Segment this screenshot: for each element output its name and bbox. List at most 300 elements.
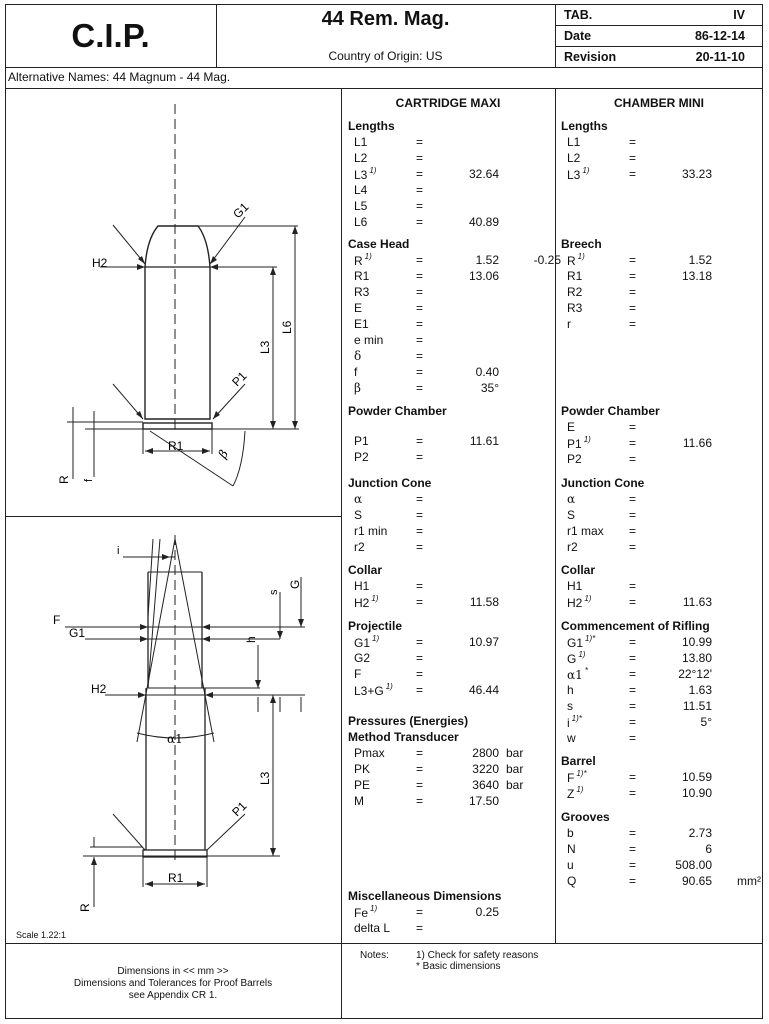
label-r: R <box>78 903 92 912</box>
dimension-symbol <box>354 651 370 665</box>
dimension-row <box>567 452 767 468</box>
header-divider <box>555 4 556 67</box>
symbol-text: L3 <box>354 168 368 182</box>
equals-sign: = <box>629 540 637 554</box>
dimension-value: 10.59 <box>681 770 712 784</box>
dimension-value: 32.64 <box>468 167 499 181</box>
dimension-symbol <box>567 508 575 522</box>
dimension-row <box>567 579 767 595</box>
dimension-symbol <box>567 699 573 713</box>
dimension-row <box>567 524 767 540</box>
equals-sign: = <box>629 699 637 713</box>
dimension-symbol <box>354 434 369 448</box>
equals-sign: = <box>629 151 637 165</box>
symbol-text: s <box>567 699 573 713</box>
label-g1: G1 <box>230 199 252 222</box>
dimension-symbol <box>354 579 369 593</box>
equals-sign: = <box>629 667 637 681</box>
symbol-text: P1 <box>354 434 369 448</box>
dimension-row <box>354 746 554 762</box>
symbol-text: G2 <box>354 651 371 665</box>
symbol-text: α <box>567 492 576 506</box>
dimension-symbol <box>354 778 370 792</box>
dimension-symbol <box>354 301 362 315</box>
notes-label: Notes: <box>360 950 389 961</box>
drawing-scale: Scale 1.22:1 <box>16 930 67 940</box>
dimension-row <box>354 595 554 611</box>
dimension-row <box>354 317 554 333</box>
footnote-marker: 1) <box>582 166 590 175</box>
symbol-text: F <box>567 771 575 785</box>
symbol-text: r1 max <box>567 524 604 538</box>
dimension-symbol <box>354 635 379 650</box>
equals-sign: = <box>416 635 424 649</box>
appendix-note: see Appendix CR 1. <box>128 990 218 1001</box>
symbol-text: Fe <box>354 906 369 920</box>
dimension-row <box>354 579 554 595</box>
label-l3: L3 <box>258 771 272 785</box>
symbol-text: E1 <box>354 317 369 331</box>
symbol-text: G <box>567 652 577 666</box>
dimensions-unit-note: Dimensions in << mm >> <box>117 966 229 977</box>
equals-sign: = <box>416 381 424 395</box>
dimension-symbol <box>354 540 365 554</box>
section-title: Barrel <box>561 754 596 768</box>
dimension-value: 13.80 <box>681 651 712 665</box>
dimension-value: 33.23 <box>681 167 712 181</box>
dimension-row <box>567 731 767 747</box>
dimension-row <box>567 874 767 890</box>
equals-sign: = <box>416 492 424 506</box>
dimension-row <box>567 858 767 874</box>
dimension-value: 11.58 <box>469 595 499 609</box>
label-h: h <box>244 636 258 643</box>
symbol-text: w <box>567 731 576 745</box>
dimension-row <box>354 381 554 397</box>
column-divider <box>341 88 342 1019</box>
symbol-text: h <box>567 683 574 697</box>
symbol-text: G1 <box>354 636 371 650</box>
symbol-text: R <box>567 254 576 268</box>
cip-logo: C.I.P. <box>71 16 150 54</box>
dimension-row <box>354 762 554 778</box>
equals-sign: = <box>629 770 637 784</box>
section-title: Projectile <box>348 619 403 633</box>
symbol-text: i <box>567 716 570 730</box>
dimension-value: 13.06 <box>468 269 499 283</box>
symbol-text: b <box>567 826 574 840</box>
dimension-symbol <box>567 731 576 745</box>
dimension-row <box>567 826 767 842</box>
symbol-text: L6 <box>354 215 368 229</box>
equals-sign: = <box>416 921 424 935</box>
equals-sign: = <box>416 183 424 197</box>
equals-sign: = <box>629 579 637 593</box>
dimension-symbol <box>567 635 595 650</box>
dimension-row <box>567 595 767 611</box>
footnote-marker: 1) <box>371 594 379 603</box>
dimension-symbol <box>567 770 587 785</box>
dimension-value: 11.63 <box>682 595 712 609</box>
dimension-value: 1.52 <box>475 253 499 267</box>
dimension-row <box>354 199 554 215</box>
equals-sign: = <box>416 683 424 697</box>
section-title: Pressures (Energies) <box>348 714 469 728</box>
symbol-text: L3+G <box>354 684 384 698</box>
symbol-text: α <box>354 492 363 506</box>
equals-sign: = <box>416 450 424 464</box>
dimension-value: 3220 <box>472 762 499 776</box>
symbol-text: N <box>567 842 576 856</box>
dimension-row <box>567 667 767 683</box>
dimension-row <box>567 167 767 183</box>
header-bottom-rule <box>5 67 763 68</box>
equals-sign: = <box>629 842 637 856</box>
dimension-symbol <box>354 492 362 506</box>
equals-sign: = <box>629 715 637 729</box>
revision-value: 20-11-10 <box>695 50 745 64</box>
equals-sign: = <box>629 317 637 331</box>
dimension-value: 11.51 <box>682 699 712 713</box>
symbol-text: r2 <box>567 540 578 554</box>
dimension-symbol <box>354 167 376 182</box>
dimension-row <box>354 524 554 540</box>
note-safety: 1) Check for safety reasons <box>416 950 539 961</box>
tolerance: -0.25 <box>533 253 561 267</box>
equals-sign: = <box>416 540 424 554</box>
symbol-text: R1 <box>354 269 370 283</box>
dimension-row <box>354 492 554 508</box>
dimension-symbol <box>567 420 575 434</box>
dimension-symbol <box>354 215 367 229</box>
dimension-symbol <box>354 199 367 213</box>
dimension-row <box>354 667 554 683</box>
equals-sign: = <box>416 595 424 609</box>
equals-sign: = <box>629 858 637 872</box>
symbol-text: delta L <box>354 921 391 935</box>
dimension-row <box>567 842 767 858</box>
label-f: F <box>53 613 61 627</box>
equals-sign: = <box>416 199 424 213</box>
label-beta: β <box>215 447 232 461</box>
symbol-text: R <box>354 254 363 268</box>
label-h2: H2 <box>91 682 107 696</box>
revision-label: Revision <box>564 50 617 64</box>
equals-sign: = <box>629 167 637 181</box>
label-i: i <box>117 545 120 557</box>
label-h2: H2 <box>92 256 108 270</box>
label-r1: R1 <box>168 871 184 885</box>
dimension-symbol <box>567 651 585 666</box>
section-title: Grooves <box>561 810 610 824</box>
dimension-symbol <box>567 135 580 149</box>
symbol-text: r <box>567 317 571 331</box>
equals-sign: = <box>416 301 424 315</box>
dimension-value: 6 <box>705 842 712 856</box>
equals-sign: = <box>629 301 637 315</box>
dimension-symbol <box>567 595 591 610</box>
dimension-row <box>567 317 767 333</box>
symbol-text: E <box>567 420 576 434</box>
symbol-text: H1 <box>567 579 583 593</box>
column-divider <box>555 88 556 943</box>
dimension-value: 11.66 <box>682 436 712 450</box>
section-title: Miscellaneous Dimensions <box>348 889 502 903</box>
label-r: R <box>57 475 71 484</box>
tab-value: IV <box>733 8 745 22</box>
dimension-row <box>354 333 554 349</box>
equals-sign: = <box>629 253 637 267</box>
equals-sign: = <box>629 826 637 840</box>
dimension-symbol <box>354 269 369 283</box>
dimension-row <box>567 770 767 786</box>
equals-sign: = <box>629 874 637 888</box>
footnote-marker: 1) <box>364 252 372 261</box>
equals-sign: = <box>416 151 424 165</box>
section-title: Powder Chamber <box>348 404 447 418</box>
dimension-symbol <box>354 667 361 681</box>
equals-sign: = <box>416 667 424 681</box>
dimension-row <box>567 786 767 802</box>
symbol-text: Z <box>567 787 575 801</box>
g1-leader <box>210 217 245 264</box>
dimension-symbol <box>354 151 367 165</box>
page-title: 44 Rem. Mag. <box>321 8 450 30</box>
symbol-text: L1 <box>567 135 581 149</box>
chamber-heading: CHAMBER MINI <box>614 96 704 110</box>
equals-sign: = <box>416 253 424 267</box>
section-title: Lengths <box>348 119 395 133</box>
dimension-symbol <box>354 333 383 347</box>
section-title: Lengths <box>561 119 608 133</box>
dimension-row <box>354 450 554 466</box>
footnote-marker: 1) <box>578 650 586 659</box>
equals-sign: = <box>416 285 424 299</box>
equals-sign: = <box>629 135 637 149</box>
dimension-symbol <box>567 167 589 182</box>
equals-sign: = <box>629 452 637 466</box>
dimension-row <box>567 269 767 285</box>
equals-sign: = <box>416 524 424 538</box>
dimension-value: 90.65 <box>681 874 712 888</box>
dimension-row <box>354 349 554 365</box>
dimension-value: 0.40 <box>475 365 499 379</box>
label-r1: R1 <box>168 439 184 453</box>
footnote-marker: 1) <box>583 435 591 444</box>
equals-sign: = <box>629 786 637 800</box>
equals-sign: = <box>629 420 637 434</box>
dimension-row <box>567 253 767 269</box>
symbol-text: L2 <box>354 151 368 165</box>
equals-sign: = <box>416 508 424 522</box>
footnote-marker: 1) <box>372 634 380 643</box>
dimension-symbol <box>567 715 582 730</box>
dimension-value: 22°12' <box>678 667 712 681</box>
equals-sign: = <box>416 365 424 379</box>
symbol-text: β <box>354 381 361 395</box>
dimension-row <box>567 492 767 508</box>
section-subtitle: Method Transducer <box>348 730 459 744</box>
symbol-text: M <box>354 794 364 808</box>
unit: bar <box>506 762 524 776</box>
symbol-text: e min <box>354 333 384 347</box>
label-l3: L3 <box>258 340 272 354</box>
dimension-value: 11.61 <box>469 434 499 448</box>
equals-sign: = <box>416 651 424 665</box>
symbol-text: R1 <box>567 269 583 283</box>
symbol-text: R3 <box>567 301 583 315</box>
dimension-symbol <box>567 452 582 466</box>
footnote-marker: * <box>584 666 588 675</box>
dimension-row <box>354 778 554 794</box>
dimension-symbol <box>354 921 390 935</box>
p1-leader <box>207 814 245 850</box>
proof-barrels-note: Dimensions and Tolerances for Proof Barrels <box>73 978 273 989</box>
dimension-symbol <box>567 436 591 451</box>
dimension-value: 10.90 <box>681 786 712 800</box>
symbol-text: α1 <box>567 668 583 682</box>
dimension-row <box>567 301 767 317</box>
dimension-row <box>354 252 561 269</box>
symbol-text: PK <box>354 762 371 776</box>
symbol-text: R3 <box>354 285 370 299</box>
footnote-marker: 1)* <box>571 714 582 723</box>
equals-sign: = <box>629 651 637 665</box>
equals-sign: = <box>629 285 637 299</box>
dimension-row <box>354 794 554 810</box>
symbol-text: H2 <box>567 596 583 610</box>
footnote-marker: 1) <box>370 904 378 913</box>
unit: mm² <box>737 874 761 888</box>
dimension-value: 1.52 <box>688 253 712 267</box>
dimension-symbol <box>354 183 367 197</box>
dimension-value: 10.97 <box>468 635 499 649</box>
equals-sign: = <box>416 905 424 919</box>
label-g: G <box>288 579 302 589</box>
dimension-symbol <box>567 317 571 331</box>
dimension-row <box>567 285 767 301</box>
footnote-marker: 1) <box>584 594 592 603</box>
dimension-symbol <box>354 683 393 698</box>
equals-sign: = <box>416 317 424 331</box>
symbol-text: Pmax <box>354 746 385 760</box>
dimension-symbol <box>354 762 370 776</box>
unit: bar <box>506 778 524 792</box>
dimension-symbol <box>567 285 582 299</box>
dimension-value: 35° <box>480 381 499 395</box>
equals-sign: = <box>416 349 424 363</box>
dimension-symbol <box>354 317 369 331</box>
dimension-row <box>354 183 554 199</box>
equals-sign: = <box>416 135 424 149</box>
equals-sign: = <box>416 762 424 776</box>
dimension-row <box>567 715 767 731</box>
dimension-row <box>354 508 554 524</box>
tab-label: TAB. <box>564 8 593 22</box>
equals-sign: = <box>416 778 424 792</box>
symbol-text: L2 <box>567 151 581 165</box>
dimension-value: 13.18 <box>681 269 712 283</box>
symbol-text: H1 <box>354 579 370 593</box>
symbol-text: u <box>567 858 574 872</box>
equals-sign: = <box>416 746 424 760</box>
symbol-text: L1 <box>354 135 368 149</box>
dimension-symbol <box>354 524 387 538</box>
country-of-origin: Country of Origin: US <box>328 49 443 63</box>
dimension-value: 2.73 <box>688 826 712 840</box>
dimension-row <box>567 151 767 167</box>
symbol-text: Q <box>567 874 577 888</box>
section-title: Case Head <box>348 237 410 251</box>
label-p1: P1 <box>229 368 250 390</box>
equals-sign: = <box>629 595 637 609</box>
symbol-text: L3 <box>567 168 581 182</box>
symbol-text: L5 <box>354 199 368 213</box>
label-alpha1: α1 <box>167 732 183 746</box>
dimension-symbol <box>567 301 582 315</box>
dimension-value: 0.25 <box>475 905 499 919</box>
label-l6: L6 <box>280 320 294 334</box>
date-label: Date <box>564 29 592 43</box>
cartridge-heading: CARTRIDGE MAXI <box>395 96 501 110</box>
dimension-symbol <box>354 746 385 760</box>
section-title: Powder Chamber <box>561 404 660 418</box>
footnote-marker: 1)* <box>576 769 587 778</box>
chamber-drawing <box>5 517 341 943</box>
dimension-row <box>354 167 554 183</box>
dimension-symbol <box>567 492 575 506</box>
symbol-text: P1 <box>567 437 582 451</box>
dimension-row <box>567 635 767 651</box>
dimension-symbol <box>567 667 588 682</box>
dimension-row <box>567 651 767 667</box>
dimension-row <box>354 301 554 317</box>
unit: bar <box>506 746 524 760</box>
symbol-text: PE <box>354 778 371 792</box>
section-title: Breech <box>561 237 602 251</box>
dimension-symbol <box>567 524 604 538</box>
equals-sign: = <box>416 333 424 347</box>
dimension-symbol <box>354 381 361 395</box>
dimension-row <box>354 921 554 937</box>
symbol-text: S <box>354 508 363 522</box>
dimension-symbol <box>354 905 377 920</box>
equals-sign: = <box>629 492 637 506</box>
symbol-text: P2 <box>567 452 582 466</box>
dimension-row <box>567 436 767 452</box>
equals-sign: = <box>629 635 637 649</box>
dimension-value: 5° <box>700 715 712 729</box>
dimension-row <box>354 365 554 381</box>
dimension-row <box>354 905 554 921</box>
equals-sign: = <box>416 215 424 229</box>
meta-divider <box>555 25 763 26</box>
symbol-text: R2 <box>567 285 583 299</box>
dimension-symbol <box>567 874 576 888</box>
dimension-row <box>567 683 767 699</box>
section-title: Commencement of Rifling <box>561 619 710 633</box>
beta-arc <box>233 431 245 486</box>
dimension-symbol <box>354 595 378 610</box>
dimension-symbol <box>354 450 369 464</box>
label-g1: G1 <box>69 626 86 640</box>
dimension-value: 508.00 <box>675 858 712 872</box>
symbol-text: H2 <box>354 596 370 610</box>
dimension-row <box>354 683 554 699</box>
dimension-symbol <box>567 683 574 697</box>
equals-sign: = <box>416 794 424 808</box>
symbol-text: S <box>567 508 576 522</box>
